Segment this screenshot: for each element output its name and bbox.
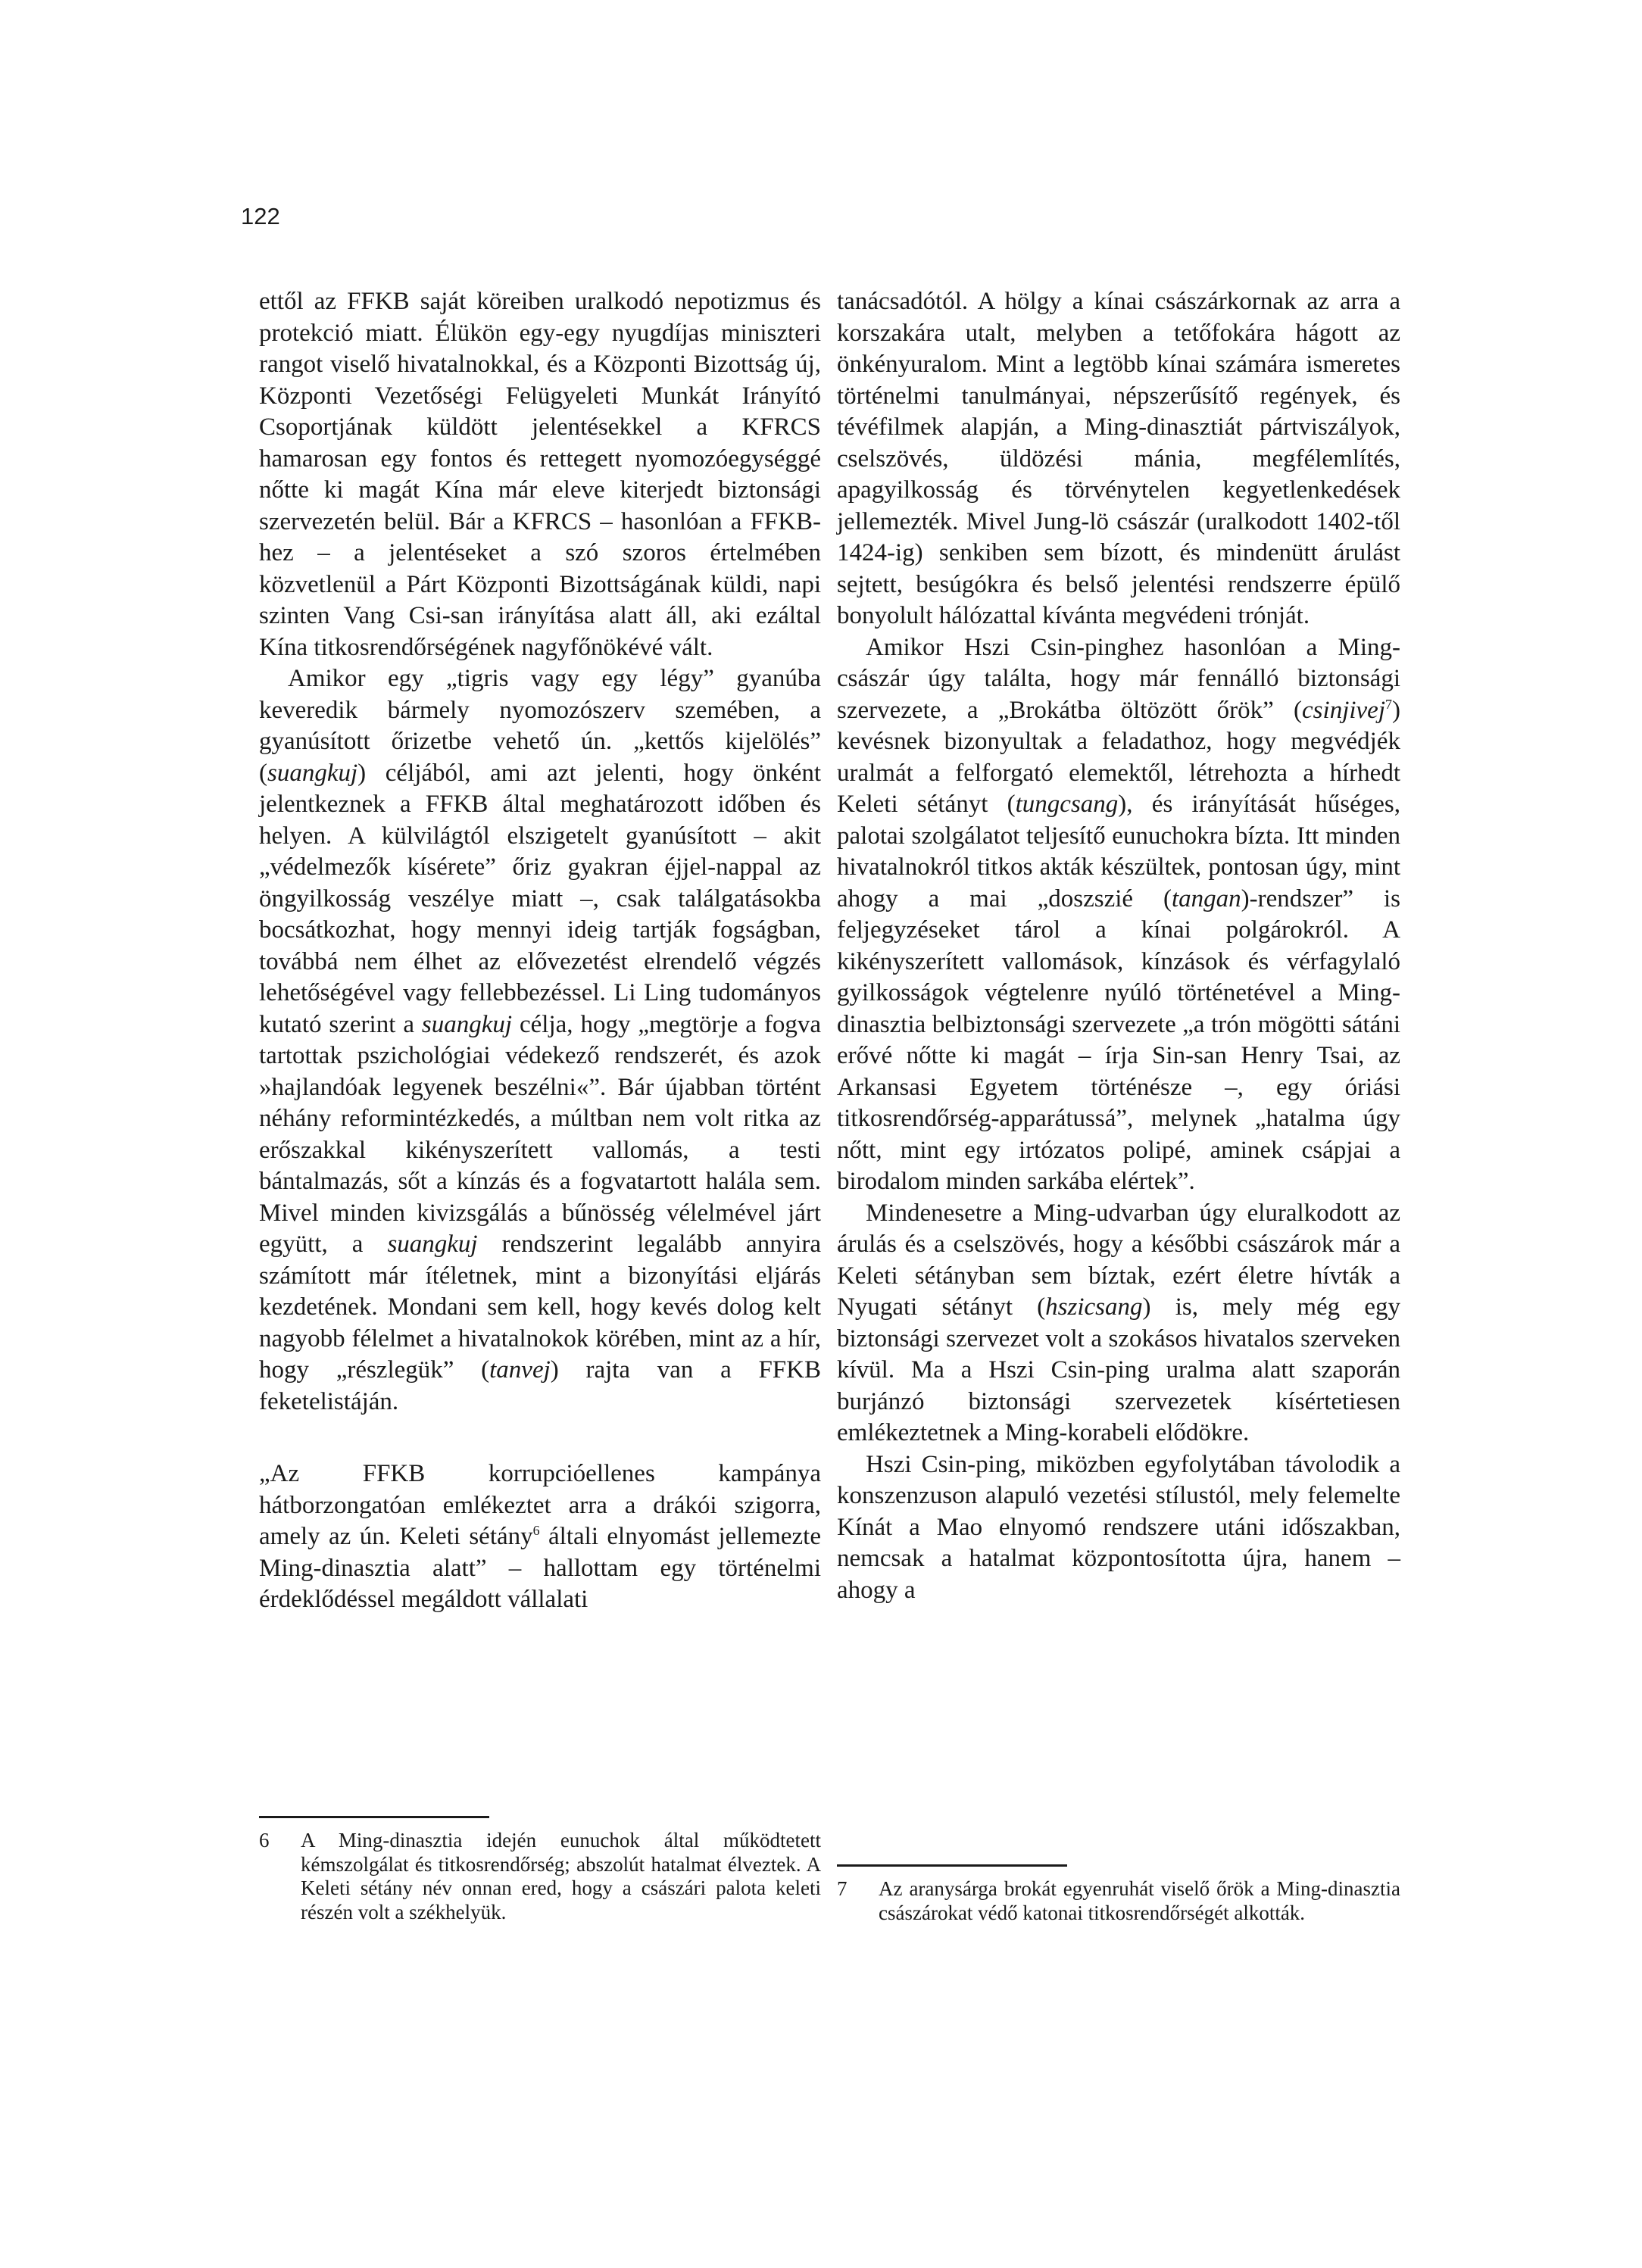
body-paragraph bbox=[837, 632, 1400, 1198]
footnote-rule bbox=[259, 1816, 489, 1818]
text-run: Hszi Csin-ping, miközben egyfolytában távolodik a konszenzuson alapuló vezetési stílustól, mely felemelte Kínát a Mao elnyomó rendszere utáni időszakban, nemcsak a hatalmat központosította újra, hanem – ahogy a bbox=[837, 1450, 1400, 1604]
footnote-text: Az aranysárga brokát egyenruhát viselő őrök a Ming-dinasztia császárokat védő katonai titkosrendőrségét alkották. bbox=[879, 1877, 1400, 1924]
body-paragraph bbox=[837, 1449, 1400, 1607]
quote-paragraph bbox=[259, 1458, 821, 1616]
body-paragraph bbox=[259, 663, 821, 1418]
italic-term: csinjivej bbox=[1302, 696, 1385, 724]
footnote-ref: 7 bbox=[1385, 696, 1392, 712]
italic-term: suangkuj bbox=[421, 1010, 513, 1038]
footnote-area-left bbox=[259, 1816, 821, 1924]
text-run: ), és irányítását hűséges, palotai szolgálatot teljesítő eunuchokra bízta. Itt minden hivatalnokról titkos akták készültek, pontosan úgy, mint ahogy a mai „doszszié ( bbox=[837, 791, 1400, 913]
footnote-6 bbox=[259, 1829, 821, 1924]
text-run: Mindenesetre a Ming-udvarban úgy eluralkodott az árulás és a cselszövés, hogy a későbbi császárok már a Keleti sétányban sem bíztak, ezért életre hívták a Nyugati sétányt ( bbox=[837, 1199, 1400, 1321]
text-run: általi elnyomást jellemezte Ming-dinasztia alatt” – hallottam egy történelmi érdeklődéssel megáldott vállalati bbox=[259, 1523, 821, 1613]
page-number: 122 bbox=[241, 203, 280, 229]
text-run: Amikor egy „tigris vagy egy légy” gyanúba keveredik bármely nyomozószerv szemében, a gyanúsított őrizetbe vehető ún. „kettős kijelölés” ( bbox=[259, 665, 821, 787]
italic-term: tangan bbox=[1171, 884, 1241, 913]
text-run: ) céljából, ami azt jelenti, hogy önként jelentkeznek a FFKB által meghatározott időben és helyen. A külvilágtól elszigetelt gyanúsított – akit „védelmezők kísérete” őriz gyakran éjjel-nappal az öngyilkosság veszélye miatt –, csak találgatásokba bocsátkozhat, hogy mennyi ideig tartják fogságban, továbbá nem élhet az elővezetést elrendelő végzés lehetőségével vagy fellebbezéssel. Li Ling tudományos kutató szerint a bbox=[259, 759, 821, 1038]
italic-term: hszicsang bbox=[1045, 1293, 1143, 1321]
footnote-number: 7 bbox=[837, 1877, 848, 1900]
text-run: rendszerint legalább annyira számított már ítéletnek, mint a bizonyítási eljárás kezdetének. Mondani sem kell, hogy kevés dolog kelt nagyobb félelmet a hivatalnokok körében, mint az a hír, hogy „részlegük” ( bbox=[259, 1231, 822, 1384]
footnote-number: 6 bbox=[259, 1829, 270, 1852]
text-run: ) rajta van a FFKB feketelistáján. bbox=[259, 1356, 821, 1415]
right-column bbox=[837, 286, 1400, 1606]
footnote-text: A Ming-dinasztia idején eunuchok által működtetett kémszolgálat és titkosrendőrség; abszolút hatalmat élveztek. A Keleti sétány név onnan ered, hogy a császári palota keleti részén volt a székhelyük. bbox=[301, 1829, 821, 1923]
italic-term: suangkuj bbox=[267, 759, 358, 787]
body-paragraph bbox=[837, 1198, 1400, 1449]
footnote-area-right bbox=[837, 1864, 1400, 1925]
footnote-7 bbox=[837, 1877, 1400, 1925]
text-run: ) kevésnek bizonyultak a feladathoz, hogy megvédjék uralmát a felforgató elemektől, létrehozta a hírhedt Keleti sétányt ( bbox=[837, 696, 1400, 818]
text-run: célja, hogy „megtörje a fogva tartottak pszichológiai védekező rendszerét, és azok »hajlandóak legyenek beszélni«”. Bár újabban történt néhány reformintézkedés, a múltban nem volt ritka az erőszakkal kikényszerített vallomás, a testi bántalmazás, sőt a kínzás és a fogvatartott halála sem. Mivel minden kivizsgálás a bűnösség vélelmével járt együtt, a bbox=[259, 1010, 822, 1258]
italic-term: suangkuj bbox=[387, 1231, 478, 1258]
italic-term: tungcsang bbox=[1015, 791, 1119, 818]
footnote-ref: 6 bbox=[532, 1523, 540, 1538]
italic-term: tanvej bbox=[489, 1356, 551, 1384]
body-paragraph bbox=[837, 286, 1400, 632]
body-paragraph bbox=[259, 286, 821, 663]
text-run: ettől az FFKB saját köreiben uralkodó nepotizmus és protekció miatt. Élükön egy-egy nyugdíjas miniszteri rangot viselő hivatalnokkal, és a Központi Bizottság új, Központi Vezetőségi Felügyeleti Munkát Irányító Csoportjának küldött jelentésekkel a KFRCS hamarosan egy fontos és rettegett nyomozóegységgé nőtte ki magát Kína már eleve kiterjedt biztonsági szervezetén belül. Bár a KFRCS – hasonlóan a FFKB-hez – a jelentéseket a szó szoros értelmében közvetlenül a Párt Központi Bizottságának küldi, napi szinten Vang Csi-san irányítása alatt áll, aki ezáltal Kína titkosrendőrségének nagyfőnökévé vált. bbox=[259, 288, 821, 661]
text-run: )-rendszer” is feljegyzéseket tárol a kínai polgárokról. A kikényszerített vallomások, kínzások és vérfagylaló gyilkosságok végtelenre nyúló történetével a Ming-dinasztia belbiztonsági szervezete „a trón mögötti sátáni erővé nőtte ki magát – írja Sin-san Henry Tsai, az Arkansasi Egyetem történésze –, egy óriási titkosrendőrség-apparátussá”, melynek „hatalma úgy nőtt, mint egy irtózatos polipé, aminek csápjai a birodalom minden sarkába elértek”. bbox=[837, 884, 1400, 1195]
text-run: Amikor Hszi Csin-pinghez hasonlóan a Ming-császár úgy találta, hogy már fennálló biztonsági szervezete, a „Brokátba öltözött őrök” ( bbox=[837, 633, 1400, 724]
text-run: „Az FFKB korrupcióellenes kampánya hátborzongatóan emlékeztet arra a drákói szigorra, amely az ún. Keleti sétány bbox=[259, 1460, 821, 1550]
text-run: tanácsadótól. A hölgy a kínai császárkornak az arra a korszakára utalt, melyben a tetőfokára hágott az önkényuralom. Mint a legtöbb kínai számára ismeretes történelmi tanulmányai, népszerűsítő regények, és tévéfilmek alapján, a Ming-dinasztiát pártviszályok, cselszövés, üldözési mánia, megfélemlítés, apagyilkosság és törvénytelen kegyetlenkedések jellemezték. Mivel Jung-lö császár (uralkodott 1402-től 1424-ig) senkiben sem bízott, és mindenütt árulást sejtett, besúgókra és belső jelentési rendszerre épülő bonyolult hálózattal kívánta megvédeni trónját. bbox=[837, 288, 1400, 629]
left-column bbox=[259, 286, 821, 1616]
text-run: ) is, mely még egy biztonsági szervezet volt a szokásos hivatalos szerveken kívül. Ma a Hszi Csin-ping uralma alatt szaporán burjánzó biztonsági szervezetek kísértetiesen emlékeztetnek a Ming-korabeli elődökre. bbox=[837, 1293, 1400, 1446]
footnote-rule bbox=[837, 1864, 1067, 1867]
